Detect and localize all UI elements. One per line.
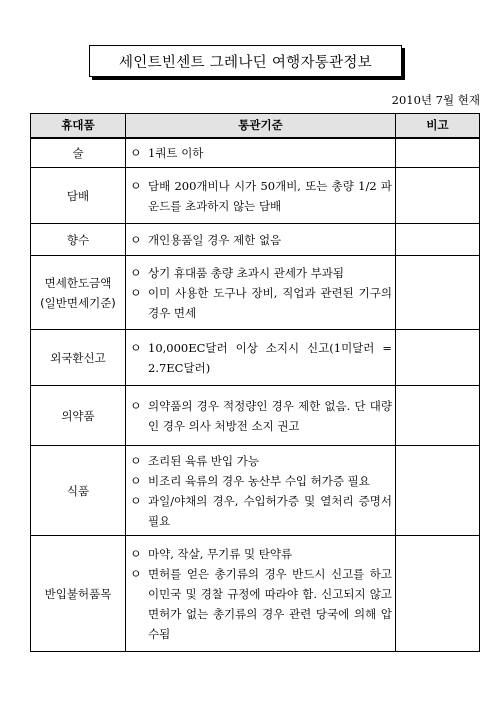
criteria-text: 개인용품일 경우 제한 없음 <box>148 232 282 247</box>
criteria-text: 상기 휴대품 총량 초과시 관세가 부과됨 <box>148 265 345 280</box>
table-row <box>31 330 480 386</box>
bullet-icon: ㅇ <box>130 265 142 280</box>
table-row <box>31 168 480 224</box>
criteria-item <box>130 471 392 491</box>
bullet-icon: ㅇ <box>130 546 142 561</box>
row-criteria <box>126 168 396 224</box>
category-label: 외국환신고 <box>50 350 106 365</box>
category-label: 식품 <box>66 483 90 498</box>
criteria-text: 10,000EC달러 이상 소지시 신고(1미달러 = 2.7EC달러) <box>148 340 392 375</box>
category-label: 면세한도금액 <box>44 275 112 290</box>
criteria-text: 마약, 작살, 무기류 및 탄약류 <box>148 546 293 561</box>
row-category <box>31 446 126 536</box>
header-item: 휴대품 <box>31 114 126 138</box>
criteria-text: 비조리 육류의 경우 농산부 수입 허가증 필요 <box>148 473 370 488</box>
category-label: 담배 <box>66 188 90 203</box>
bullet-icon: ㅇ <box>130 398 142 413</box>
document-title <box>89 45 402 77</box>
row-category <box>31 386 126 446</box>
criteria-text: 과일/야채의 경우, 수입허가증 및 열처리 증명서 필요 <box>148 493 392 528</box>
row-note <box>396 138 480 168</box>
criteria-item <box>130 451 392 471</box>
row-category <box>31 256 126 330</box>
category-label: 술 <box>72 145 84 160</box>
row-criteria <box>126 138 396 168</box>
table-header-row <box>31 114 480 138</box>
criteria-text: 의약품의 경우 적정량인 경우 제한 없음. 단 대량인 경우 의사 처방전 소지 권고 <box>148 398 392 433</box>
category-label: 의약품 <box>61 408 95 423</box>
row-category <box>31 224 126 256</box>
criteria-item <box>130 143 392 163</box>
criteria-item <box>130 338 392 378</box>
criteria-item <box>130 491 392 531</box>
category-label: 향수 <box>66 232 90 247</box>
row-note <box>396 330 480 386</box>
row-category <box>31 536 126 652</box>
row-criteria <box>126 536 396 652</box>
bullet-icon: ㅇ <box>130 473 142 488</box>
criteria-text: 조리된 육류 반입 가능 <box>148 453 259 468</box>
criteria-item <box>130 263 392 283</box>
row-category <box>31 330 126 386</box>
criteria-text: 이미 사용한 도구나 장비, 직업과 관련된 기구의 경우 면세 <box>148 285 392 320</box>
row-note <box>396 386 480 446</box>
row-category <box>31 168 126 224</box>
row-criteria <box>126 256 396 330</box>
row-criteria <box>126 386 396 446</box>
row-note <box>396 168 480 224</box>
bullet-icon: ㅇ <box>130 566 142 581</box>
table-row <box>31 138 480 168</box>
table-row <box>31 536 480 652</box>
table-row <box>31 224 480 256</box>
criteria-item <box>130 396 392 436</box>
criteria-text: 면허를 얻은 총기류의 경우 반드시 신고를 하고 이민국 및 경찰 규정에 따라야 함. 신고되지 않고 면허가 없는 총기류의 경우 관련 당국에 의해 압수됨 <box>148 566 392 641</box>
row-note <box>396 536 480 652</box>
row-criteria <box>126 330 396 386</box>
customs-table <box>30 113 480 652</box>
category-label: (일반면세기준) <box>40 295 116 310</box>
bullet-icon: ㅇ <box>130 232 142 247</box>
row-note <box>396 224 480 256</box>
category-label: 반입불허품목 <box>44 586 112 601</box>
table-row <box>31 256 480 330</box>
table-row <box>31 446 480 536</box>
criteria-text: 1쿼트 이하 <box>148 145 204 160</box>
bullet-icon: ㅇ <box>130 145 142 160</box>
row-note <box>396 446 480 536</box>
bullet-icon: ㅇ <box>130 493 142 508</box>
row-note <box>396 256 480 330</box>
criteria-item <box>130 176 392 216</box>
document-title-text: 세인트빈센트 그레나딘 여행자통관정보 <box>118 54 373 71</box>
header-note: 비고 <box>396 114 480 138</box>
criteria-text: 담배 200개비나 시가 50개비, 또는 총량 1/2 파운드를 초과하지 않는 담배 <box>148 178 392 213</box>
row-criteria <box>126 224 396 256</box>
header-criteria: 통관기준 <box>126 114 396 138</box>
criteria-item <box>130 230 392 250</box>
bullet-icon: ㅇ <box>130 285 142 300</box>
criteria-item <box>130 564 392 644</box>
criteria-item <box>130 544 392 564</box>
bullet-icon: ㅇ <box>130 178 142 193</box>
criteria-item <box>130 283 392 323</box>
row-criteria <box>126 446 396 536</box>
date-stamp: 2010년 7월 현재 <box>391 93 480 107</box>
bullet-icon: ㅇ <box>130 453 142 468</box>
table-row <box>31 386 480 446</box>
bullet-icon: ㅇ <box>130 340 142 355</box>
row-category <box>31 138 126 168</box>
